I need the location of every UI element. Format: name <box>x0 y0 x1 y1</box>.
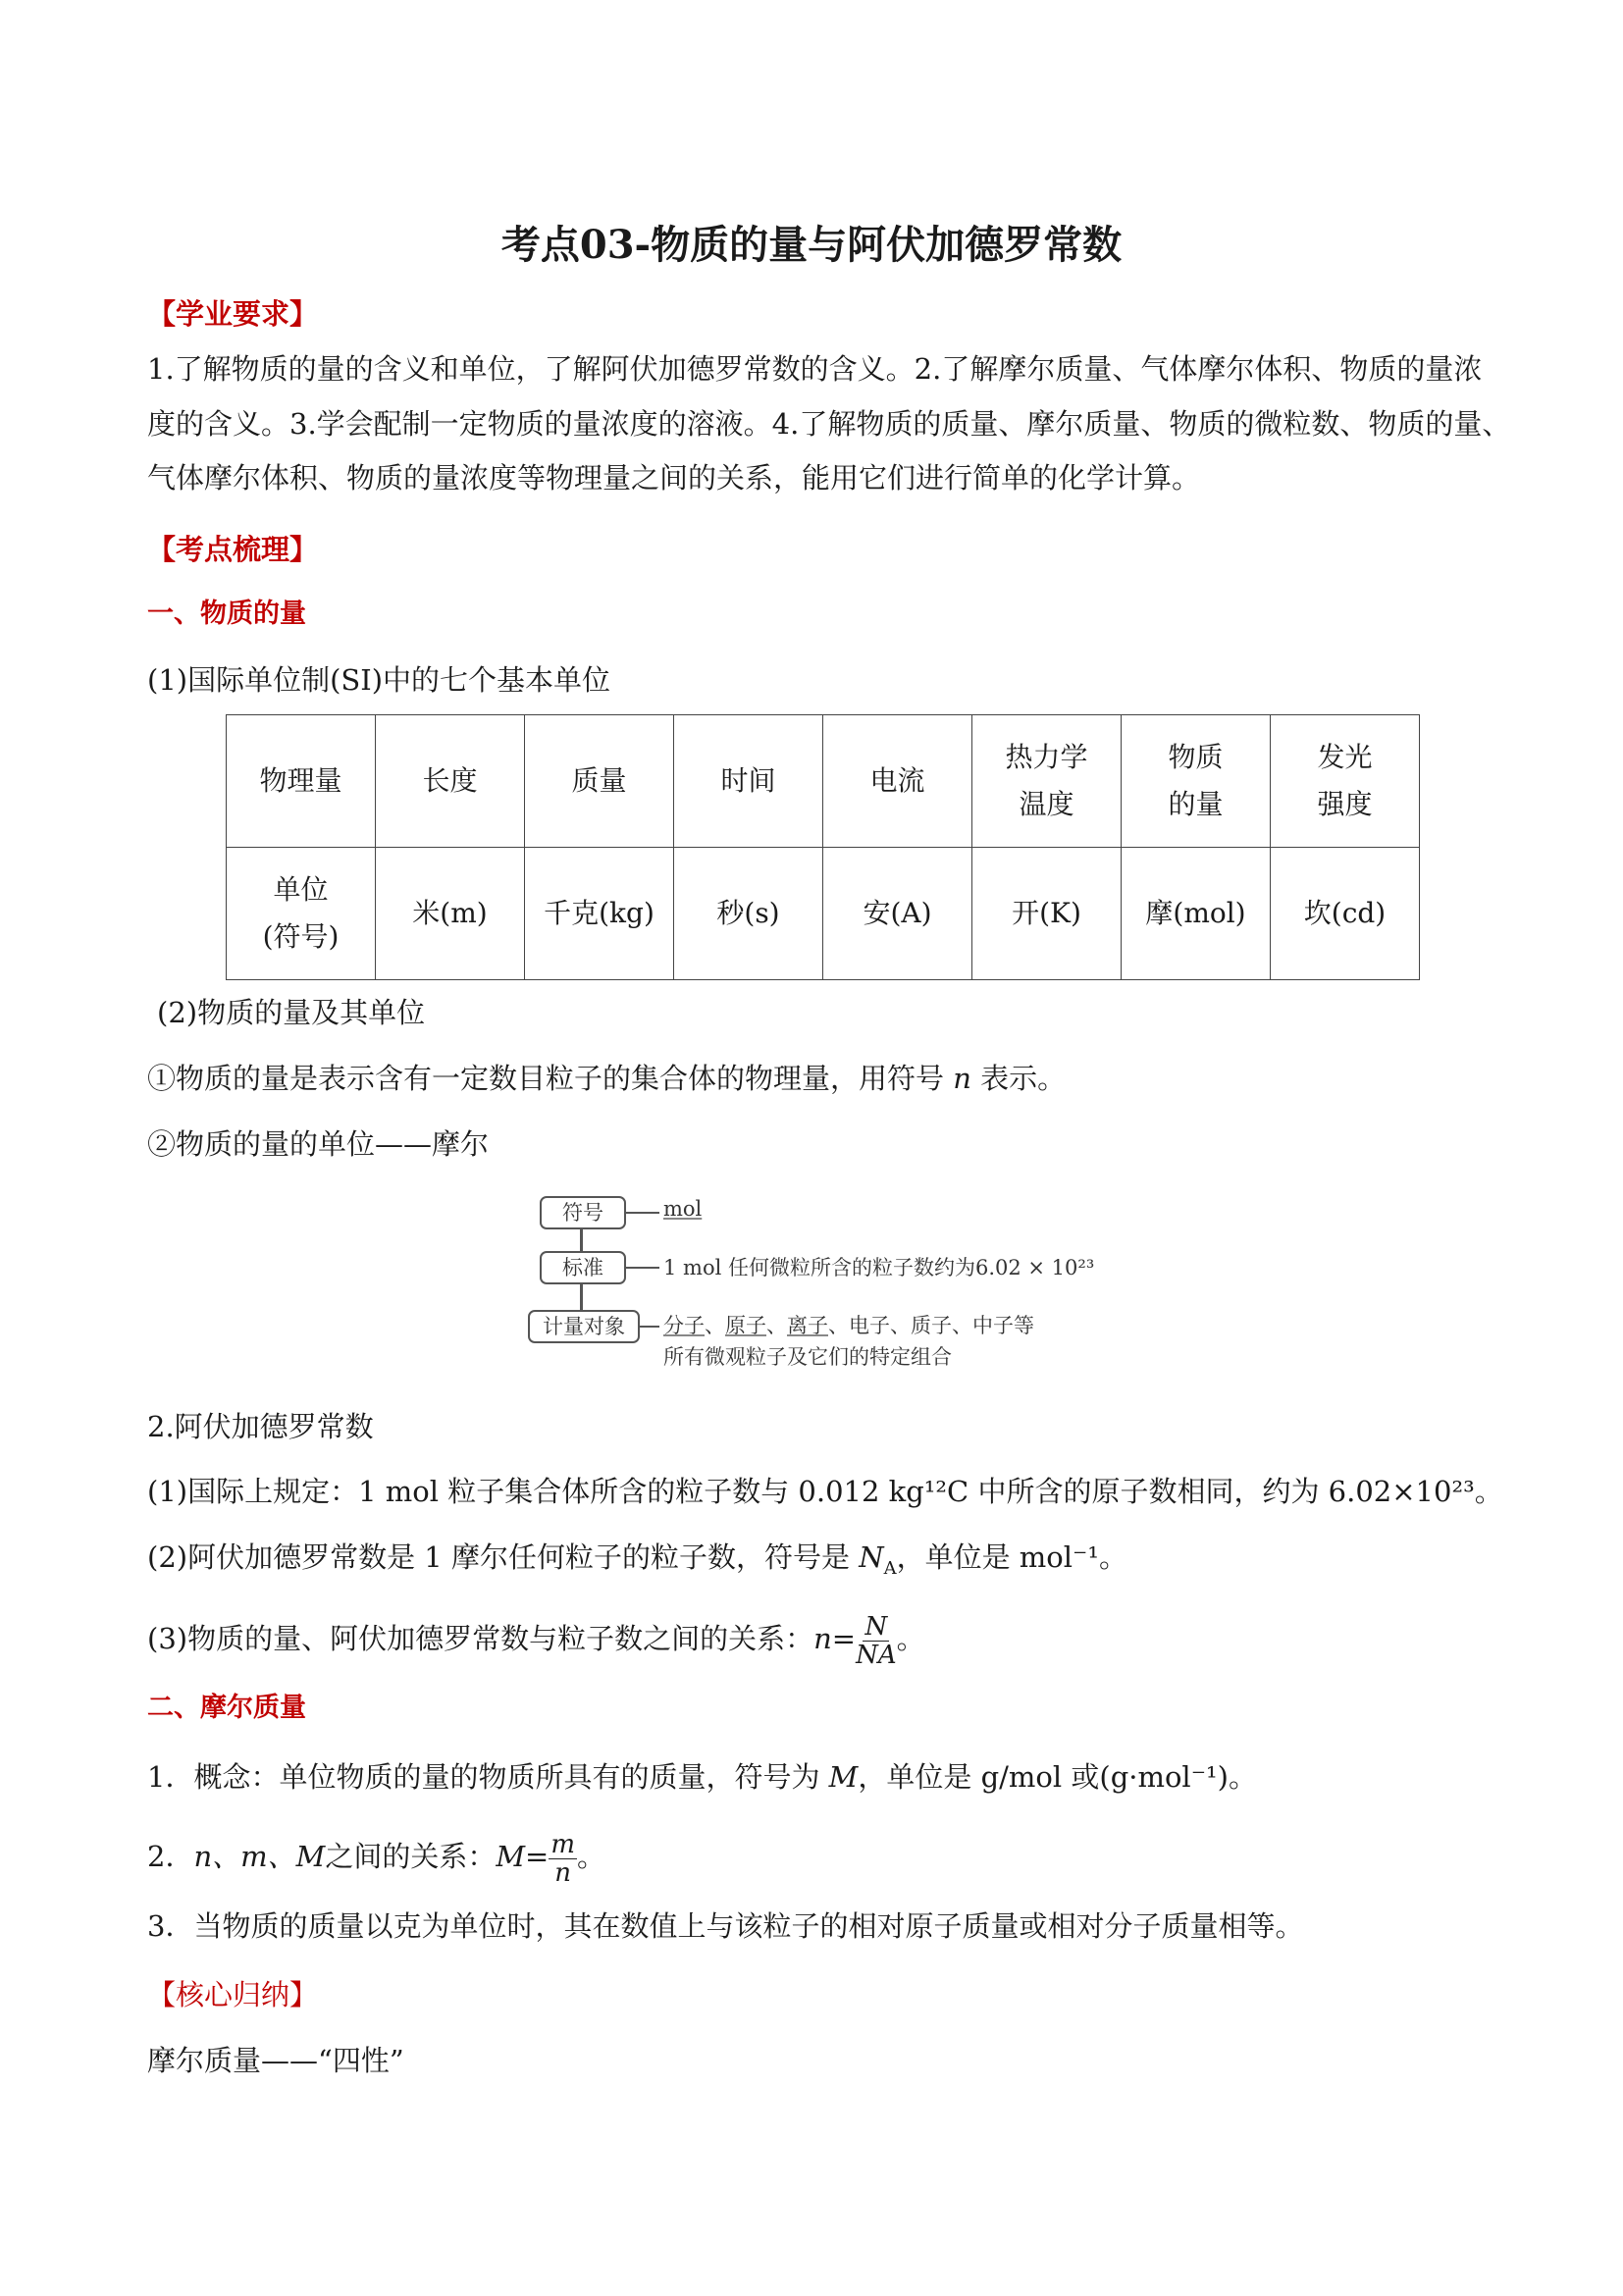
text-avogadro-3 <box>147 1609 925 1669</box>
formula-lhs: M= <box>496 1840 550 1873</box>
table-cell: 物理量 <box>227 715 376 848</box>
diagram-box-symbol: 符号 <box>540 1196 626 1229</box>
text-core: 摩尔质量——“四性” <box>147 2044 404 2077</box>
diagram-text-symbol <box>663 1197 702 1221</box>
table-cell: 安(A) <box>823 848 972 980</box>
table-cell: 开(K) <box>972 848 1122 980</box>
heading-avogadro: 2.阿伏加德罗常数 <box>147 1410 374 1443</box>
text: 1．概念：单位物质的量的物质所具有的质量，符号为 <box>147 1760 829 1794</box>
text-amount-unit: (2)物质的量及其单位 <box>157 996 426 1029</box>
text: 表示。 <box>980 1062 1067 1095</box>
table-row <box>227 848 1420 980</box>
connector-line <box>624 1212 659 1214</box>
diagram-box-standard: 标准 <box>540 1251 626 1284</box>
text: ，单位是 g/mol 或(g·mol⁻¹)。 <box>858 1760 1257 1794</box>
table-cell: 坎(cd) <box>1271 848 1420 980</box>
req-line: 度的含义。3.学会配制一定物质的量浓度的溶液。4.了解物质的质量、摩尔质量、物质的微粒数、物质的量、 <box>147 407 1511 441</box>
section-core: 【核心归纳】 <box>147 1978 319 2011</box>
text: (3)物质的量、阿伏加德罗常数与粒子数之间的关系： <box>147 1622 814 1655</box>
si-units-table <box>226 714 1420 980</box>
req-line: 1.了解物质的量的含义和单位，了解阿伏加德罗常数的含义。2.了解摩尔质量、气体摩尔体积、物质的量浓 <box>147 352 1483 386</box>
text: mol <box>663 1197 703 1221</box>
denominator: NA <box>856 1640 897 1670</box>
subscript: A <box>883 1557 897 1579</box>
req-line: 气体摩尔体积、物质的量浓度等物理量之间的关系，能用它们进行简单的化学计算。 <box>147 461 1201 495</box>
table-cell: 摩(mol) <box>1122 848 1271 980</box>
connector-line <box>624 1267 659 1269</box>
diagram-text-objects: 分子、原子、离子、电子、质子、中子等 <box>663 1314 1034 1337</box>
denominator: n <box>554 1857 572 1888</box>
text: ，单位是 mol⁻¹。 <box>896 1540 1127 1574</box>
fraction <box>856 1613 897 1669</box>
heading-molar-mass: 二、摩尔质量 <box>147 1693 306 1723</box>
table-cell: 千克(kg) <box>525 848 674 980</box>
formula-lhs: n= <box>813 1622 857 1655</box>
numerator: m <box>550 1829 575 1859</box>
section-review: 【考点梳理】 <box>147 533 319 566</box>
text-molar-mass-2 <box>147 1827 605 1887</box>
table-cell: 发光 强度 <box>1271 715 1420 848</box>
text-avogadro-1: (1)国际上规定：1 mol 粒子集合体所含的粒子数与 0.012 kg¹²C 中所含的原子数相同，约为 6.02×10²³。 <box>147 1475 1503 1508</box>
text-avogadro-2 <box>147 1539 1127 1587</box>
text-mole: ②物质的量的单位——摩尔 <box>147 1127 490 1161</box>
symbol: N <box>859 1540 884 1574</box>
text: ①物质的量是表示含有一定数目粒子的集合体的物理量，用符号 <box>147 1062 945 1095</box>
heading-amount: 一、物质的量 <box>147 599 306 629</box>
text-si-units: (1)国际单位制(SI)中的七个基本单位 <box>147 663 611 697</box>
text: 离子 <box>787 1314 828 1337</box>
text: 、电子、质子、中子等 <box>828 1314 1034 1337</box>
table-cell: 电流 <box>823 715 972 848</box>
table-cell: 单位 (符号) <box>227 848 376 980</box>
connector-line <box>638 1326 659 1328</box>
text: 。 <box>896 1622 925 1655</box>
table-cell: 物质 的量 <box>1122 715 1271 848</box>
table-header-row <box>227 715 1420 848</box>
table-cell: 热力学 温度 <box>972 715 1122 848</box>
text: 原子 <box>725 1314 766 1337</box>
table-cell: 质量 <box>525 715 674 848</box>
diagram-box-objects: 计量对象 <box>528 1310 640 1343</box>
mole-diagram <box>520 1192 1148 1379</box>
table-cell: 长度 <box>376 715 525 848</box>
table-cell: 时间 <box>674 715 823 848</box>
table-cell: 米(m) <box>376 848 525 980</box>
text: (2)阿伏加德罗常数是 1 摩尔任何粒子的粒子数，符号是 <box>147 1540 860 1574</box>
diagram-text-standard: 1 mol 任何微粒所含的粒子数约为6.02 × 10²³ <box>663 1256 1095 1279</box>
text: 。 <box>577 1840 606 1873</box>
variables: n、m、M <box>193 1840 326 1873</box>
page-title: 考点03-物质的量与阿伏加德罗常数 <box>500 222 1123 268</box>
text: 2． <box>147 1840 194 1873</box>
symbol: M <box>828 1760 859 1794</box>
text-molar-mass-3: 3．当物质的质量以克为单位时，其在数值上与该粒子的相对原子质量或相对分子质量相等。 <box>147 1909 1304 1943</box>
table-cell: 秒(s) <box>674 848 823 980</box>
numerator: N <box>864 1611 888 1642</box>
text-molar-mass-1 <box>147 1759 1257 1795</box>
text: 分子 <box>663 1314 705 1337</box>
text-definition <box>147 1061 1066 1096</box>
fraction <box>549 1831 577 1887</box>
section-requirements: 【学业要求】 <box>147 297 319 331</box>
symbol-n: n <box>953 1062 971 1095</box>
text: 之间的关系： <box>325 1840 497 1873</box>
diagram-text-combinations: 所有微观粒子及它们的特定组合 <box>663 1345 952 1369</box>
